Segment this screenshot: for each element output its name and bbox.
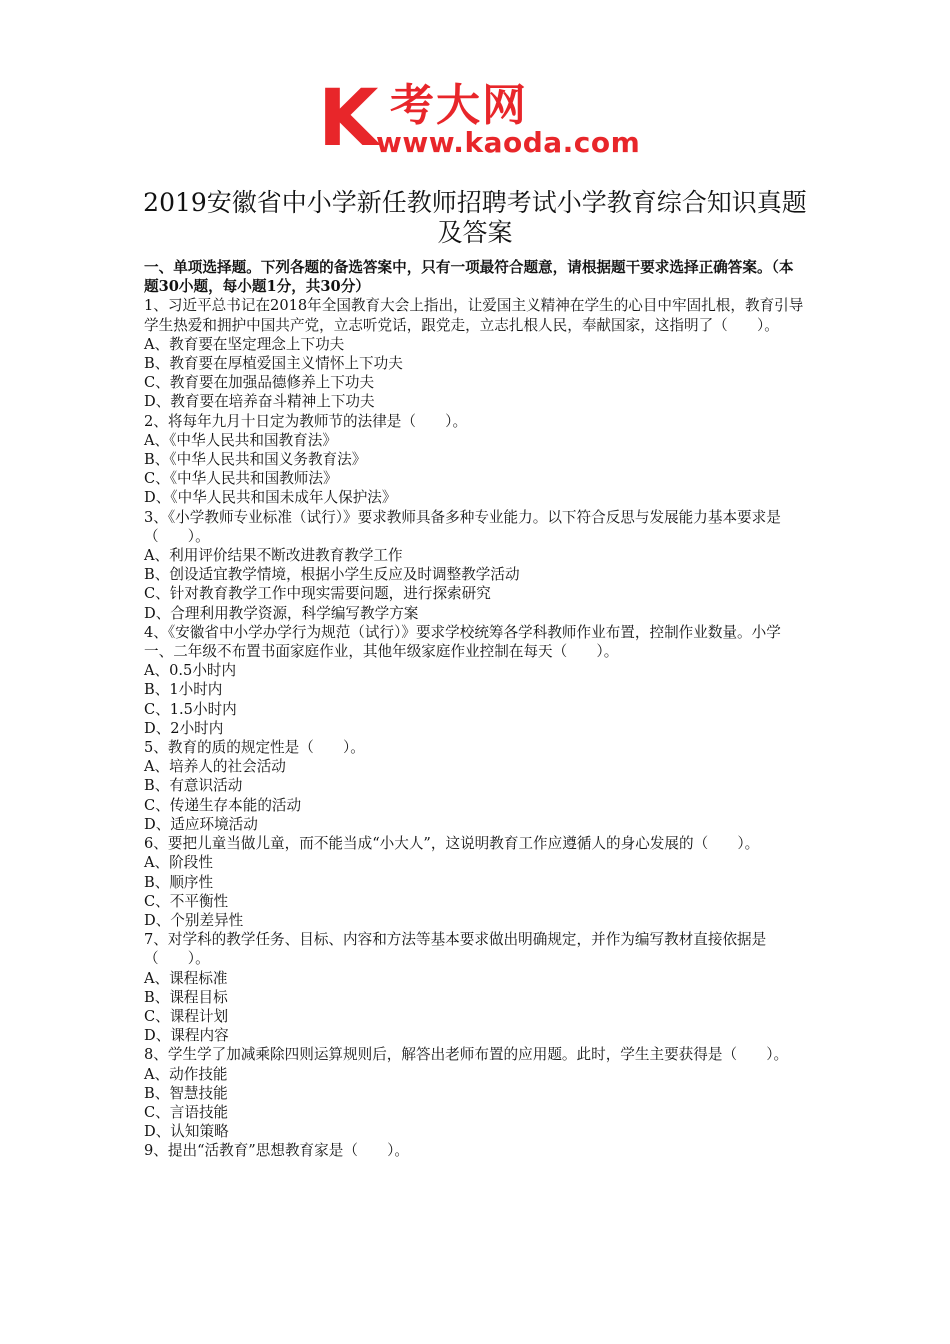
question-1 xyxy=(144,296,808,411)
question-4 xyxy=(144,623,808,738)
option-d: D、合理利用教学资源，科学编写教学方案 xyxy=(144,604,419,622)
question-8 xyxy=(144,1045,808,1141)
question-stem: 5、教育的质的规定性是（ ）。 xyxy=(144,739,365,757)
question-9 xyxy=(144,1141,808,1160)
option-c: C、传递生存本能的活动 xyxy=(144,796,302,814)
question-5 xyxy=(144,738,808,834)
option-d: D、教育要在培养奋斗精神上下功夫 xyxy=(144,393,375,411)
question-3 xyxy=(144,508,808,623)
option-a: A、课程标准 xyxy=(144,969,228,987)
option-b: B、1小时内 xyxy=(144,681,223,699)
question-7 xyxy=(144,930,808,1045)
option-c: C、《中华人民共和国教师法》 xyxy=(144,470,338,488)
exam-content xyxy=(144,258,808,1161)
option-c: C、1.5小时内 xyxy=(144,700,237,718)
question-stem: 2、将每年九月十日定为教师节的法律是（ ）。 xyxy=(144,412,468,430)
option-a: A、动作技能 xyxy=(144,1065,228,1083)
option-a: A、《中华人民共和国教育法》 xyxy=(144,431,337,449)
option-c: C、针对教育教学工作中现实需要问题，进行探索研究 xyxy=(144,585,491,603)
option-b: B、《中华人民共和国义务教育法》 xyxy=(144,451,367,469)
option-b: B、有意识活动 xyxy=(144,777,243,795)
question-6 xyxy=(144,834,808,930)
option-a: A、阶段性 xyxy=(144,854,213,872)
question-stem: 8、学生学了加减乘除四则运算规则后，解答出老师布置的应用题。此时，学生主要获得是（ ）。 xyxy=(144,1046,789,1064)
option-a: A、教育要在坚定理念上下功夫 xyxy=(144,335,345,353)
option-b: B、教育要在厚植爱国主义情怀上下功夫 xyxy=(144,355,403,373)
logo-k-mark: K xyxy=(318,74,379,164)
question-stem: 7、对学科的教学任务、目标、内容和方法等基本要求做出明确规定，并作为编写教材直接依据是（ ）。 xyxy=(144,931,767,968)
option-c: C、课程计划 xyxy=(144,1007,229,1025)
option-c: C、教育要在加强品德修养上下功夫 xyxy=(144,374,375,392)
option-a: A、利用评价结果不断改进教育教学工作 xyxy=(144,547,403,565)
page-title: 2019安徽省中小学新任教师招聘考试小学教育综合知识真题及答案 xyxy=(143,188,807,247)
section-heading: 一、单项选择题。下列各题的备选答案中，只有一项最符合题意，请根据题干要求选择正确答案。（本题30小题，每小题1分，共30分） xyxy=(144,259,794,296)
option-d: D、认知策略 xyxy=(144,1123,229,1141)
option-d: D、课程内容 xyxy=(144,1027,229,1045)
option-b: B、课程目标 xyxy=(144,988,228,1006)
logo-url: www.kaoda.com xyxy=(376,126,641,159)
question-stem: 9、提出“活教育”思想教育家是（ ）。 xyxy=(144,1142,410,1160)
option-c: C、言语技能 xyxy=(144,1103,229,1121)
question-stem: 4、《安徽省中小学办学行为规范（试行）》要求学校统筹各学科教师作业布置，控制作业数量。小学一、二年级不布置书面家庭作业，其他年级家庭作业控制在每天（ ）。 xyxy=(144,623,781,661)
logo-name: 考大网 xyxy=(390,80,528,131)
option-b: B、智慧技能 xyxy=(144,1084,228,1102)
question-2 xyxy=(144,412,808,508)
question-stem: 3、《小学教师专业标准（试行）》要求教师具备多种专业能力。以下符合反思与发展能力基本要求是（ ）。 xyxy=(144,508,781,545)
question-stem: 6、要把儿童当做儿童，而不能当成“小大人”，这说明教育工作应遵循人的身心发展的（ ）。 xyxy=(144,835,760,853)
option-a: A、0.5小时内 xyxy=(144,662,237,680)
question-stem: 1、习近平总书记在2018年全国教育大会上指出，让爱国主义精神在学生的心目中牢固扎根，教育引导学生热爱和拥护中国共产党，立志听党话，跟党走，立志扎根人民，奉献国家，这指明了（ ）。 xyxy=(144,297,804,334)
option-a: A、培养人的社会活动 xyxy=(144,758,286,776)
kaoda-logo xyxy=(318,74,641,164)
option-d: D、适应环境活动 xyxy=(144,815,258,833)
option-d: D、个别差异性 xyxy=(144,911,244,929)
option-c: C、不平衡性 xyxy=(144,892,229,910)
option-d: D、2小时内 xyxy=(144,719,224,737)
option-b: B、顺序性 xyxy=(144,873,214,891)
option-d: D、《中华人民共和国未成年人保护法》 xyxy=(144,489,397,507)
option-b: B、创设适宜教学情境，根据小学生反应及时调整教学活动 xyxy=(144,566,520,584)
